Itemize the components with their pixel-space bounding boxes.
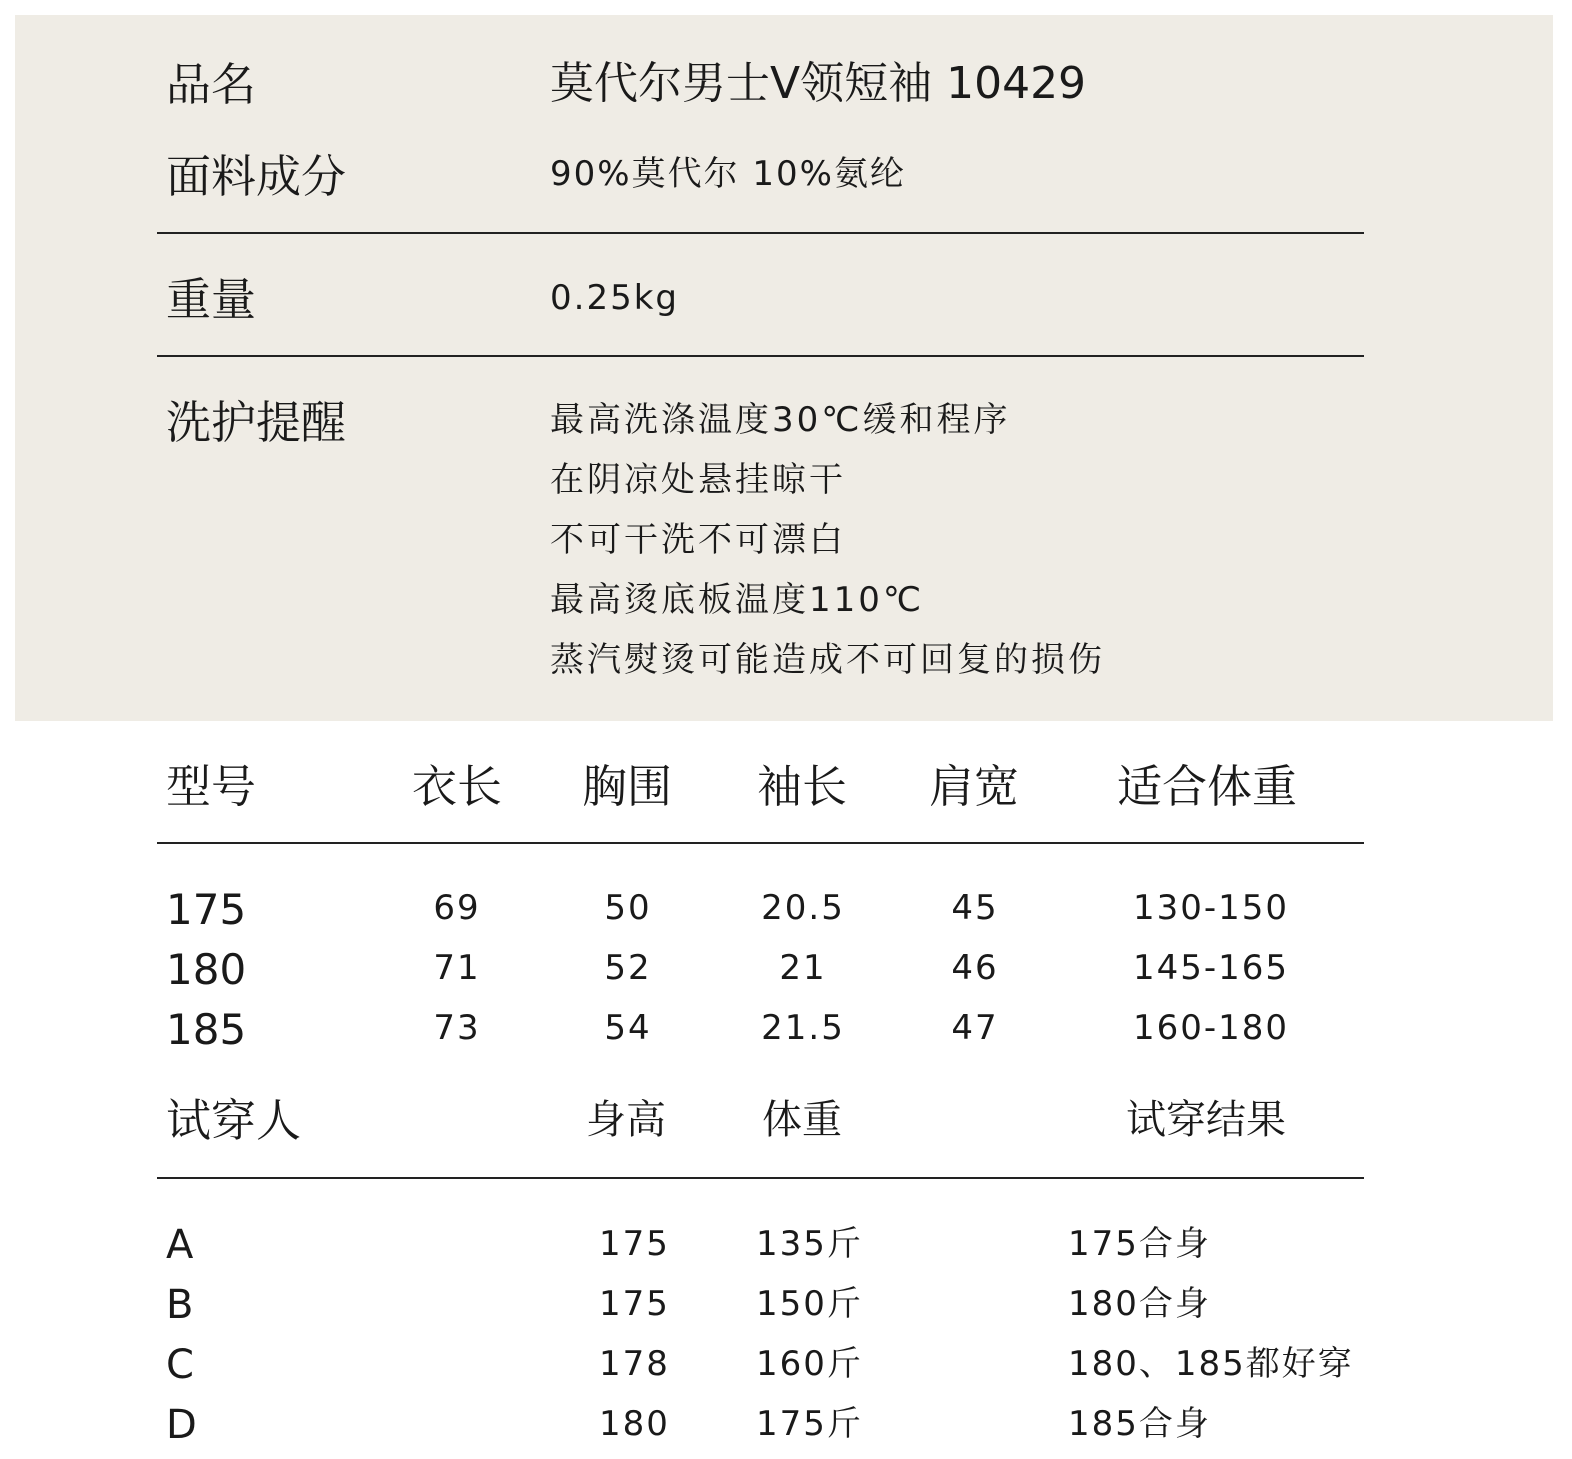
size-cell: 47	[951, 1008, 999, 1048]
size-cell: 175	[166, 885, 247, 934]
trial-cell: 175	[599, 1284, 670, 1324]
trial-cell: 180合身	[1068, 1284, 1211, 1324]
size-cell: 50	[604, 888, 652, 928]
care-line: 蒸汽熨烫可能造成不可回复的损伤	[550, 640, 1105, 680]
trial-cell: 135斤	[756, 1224, 863, 1264]
size-cell: 71	[433, 948, 481, 988]
fabric-label: 面料成分	[166, 150, 347, 203]
product-name-label: 品名	[166, 58, 257, 111]
size-cell: 45	[951, 888, 999, 928]
trial-cell: 160斤	[756, 1344, 863, 1384]
trial-header-height: 身高	[586, 1097, 666, 1143]
trial-cell: 150斤	[756, 1284, 863, 1324]
trial-cell: B	[166, 1282, 194, 1328]
care-line: 在阴凉处悬挂晾干	[550, 460, 846, 500]
trial-cell: 185合身	[1068, 1404, 1211, 1444]
size-header-length: 衣长	[412, 760, 503, 813]
trial-cell: C	[166, 1342, 194, 1388]
size-cell: 69	[433, 888, 481, 928]
size-header-weight: 适合体重	[1117, 760, 1298, 813]
size-header-model: 型号	[166, 760, 257, 813]
product-name-value: 莫代尔男士V领短袖 10429	[550, 58, 1087, 109]
size-header-sleeve: 袖长	[757, 760, 848, 813]
trial-header-weight: 体重	[762, 1097, 842, 1143]
trial-cell: 175斤	[756, 1404, 863, 1444]
trial-cell: D	[166, 1402, 197, 1448]
care-line: 不可干洗不可漂白	[550, 520, 846, 560]
trial-cell: A	[166, 1222, 194, 1268]
size-cell: 130-150	[1132, 888, 1290, 928]
care-label: 洗护提醒	[166, 396, 347, 449]
size-cell: 52	[604, 948, 652, 988]
care-line: 最高洗涤温度30℃缓和程序	[550, 400, 1011, 440]
size-cell: 21	[779, 948, 827, 988]
size-cell: 21.5	[761, 1008, 845, 1048]
weight-label: 重量	[166, 273, 257, 326]
divider	[157, 1177, 1364, 1179]
trial-cell: 175合身	[1068, 1224, 1211, 1264]
trial-header-person: 试穿人	[166, 1094, 302, 1147]
divider	[157, 355, 1364, 357]
size-cell: 20.5	[761, 888, 845, 928]
care-line: 最高烫底板温度110℃	[550, 580, 925, 620]
divider	[157, 232, 1364, 234]
size-cell: 73	[433, 1008, 481, 1048]
divider	[157, 842, 1364, 844]
size-cell: 54	[604, 1008, 652, 1048]
size-cell: 185	[166, 1005, 247, 1054]
trial-cell: 175	[599, 1224, 670, 1264]
trial-cell: 180、185都好穿	[1068, 1344, 1354, 1384]
trial-cell: 178	[599, 1344, 670, 1384]
weight-value: 0.25kg	[550, 278, 679, 318]
size-cell: 46	[951, 948, 999, 988]
fabric-value: 90%莫代尔 10%氨纶	[550, 154, 906, 194]
size-header-chest: 胸围	[582, 760, 673, 813]
trial-cell: 180	[599, 1404, 670, 1444]
trial-header-result: 试穿结果	[1126, 1097, 1286, 1143]
size-header-shoulder: 肩宽	[929, 760, 1020, 813]
size-cell: 145-165	[1132, 948, 1290, 988]
size-cell: 160-180	[1132, 1008, 1290, 1048]
size-cell: 180	[166, 945, 247, 994]
